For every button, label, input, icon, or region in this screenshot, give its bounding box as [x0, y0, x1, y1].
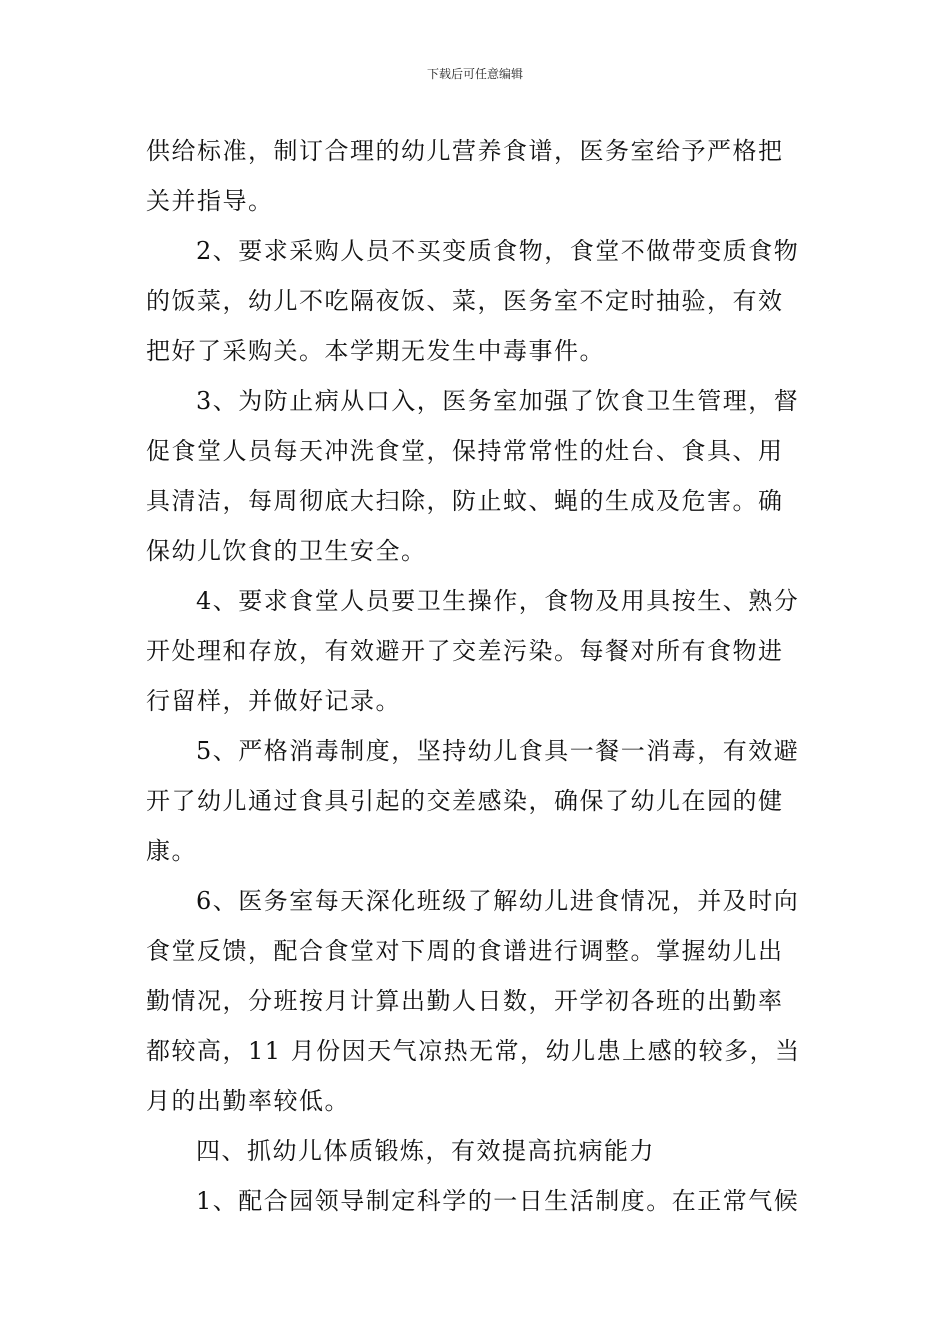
text-line: 供给标准，制订合理的幼儿营养食谱，医务室给予严格把 — [146, 137, 784, 165]
text-line: 食堂反馈，配合食堂对下周的食谱进行调整。掌握幼儿出 — [146, 937, 784, 965]
text-line: 的饭菜，幼儿不吃隔夜饭、菜，医务室不定时抽验，有效 — [146, 287, 784, 315]
page-header: 下载后可任意编辑 — [426, 67, 523, 81]
text-line: 把好了采购关。本学期无发生中毒事件。 — [146, 337, 605, 365]
text-line: 3、为防止病从口入，医务室加强了饮食卫生管理，督 — [196, 387, 800, 415]
text-line: 开处理和存放，有效避开了交差污染。每餐对所有食物进 — [146, 637, 784, 665]
document-body — [146, 126, 810, 1226]
text-line: 关并指导。 — [146, 187, 274, 215]
text-line: 勤情况，分班按月计算出勤人日数，开学初各班的出勤率 — [146, 987, 784, 1015]
text-line: 都较高，11 月份因天气凉热无常，幼儿患上感的较多，当 — [146, 1037, 801, 1065]
text-line: 月的出勤率较低。 — [146, 1087, 350, 1115]
text-line: 4、要求食堂人员要卫生操作，食物及用具按生、熟分 — [196, 587, 800, 615]
text-line: 康。 — [146, 837, 197, 865]
text-line: 开了幼儿通过食具引起的交差感染，确保了幼儿在园的健 — [146, 787, 784, 815]
text-line: 促食堂人员每天冲洗食堂，保持常常性的灶台、食具、用 — [146, 437, 784, 465]
text-line: 四、抓幼儿体质锻炼，有效提高抗病能力 — [196, 1137, 655, 1165]
text-line: 5、严格消毒制度，坚持幼儿食具一餐一消毒，有效避 — [196, 737, 800, 765]
text-line: 行留样，并做好记录。 — [146, 687, 401, 715]
text-line: 6、医务室每天深化班级了解幼儿进食情况，并及时向 — [196, 887, 800, 915]
text-line: 2、要求采购人员不买变质食物，食堂不做带变质食物 — [196, 237, 800, 265]
text-line: 具清洁，每周彻底大扫除，防止蚊、蝇的生成及危害。确 — [146, 487, 784, 515]
text-line: 1、配合园领导制定科学的一日生活制度。在正常气候 — [196, 1187, 800, 1215]
text-line: 保幼儿饮食的卫生安全。 — [146, 537, 427, 565]
